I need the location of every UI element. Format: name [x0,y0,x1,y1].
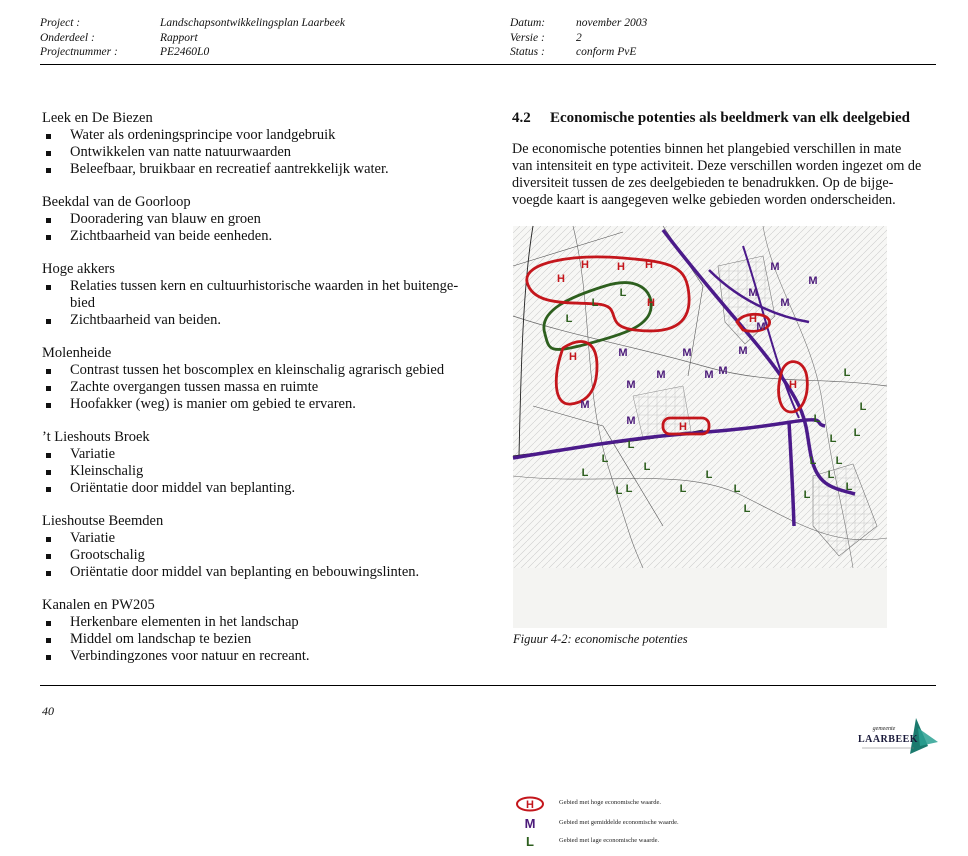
map-legend [513,794,887,856]
high-value-marker: H [557,273,565,285]
low-value-marker: L [813,413,821,425]
paragraph-line: voegde kaart is aangegeven welke gebieden worden onderscheiden. [512,192,896,208]
list-item: Water als ordeningsprincipe voor landgebruik [42,127,482,144]
header-value-project: Landschapsontwikkelingsplan Laarbeek [160,17,345,29]
header-labels-left [40,16,118,60]
header-value-onderdeel: Rapport [160,31,198,44]
low-value-marker: L [743,503,751,515]
bullet-list [42,127,482,178]
list-item: Kleinschalig [42,463,482,480]
list-item: Zachte overgangen tussen massa en ruimte [42,379,482,396]
map-drawing [513,226,887,568]
header-label-versie: Versie : [510,31,545,44]
medium-value-marker: M [770,261,780,273]
legend-high-label: Gebied met hoge economische waarde. [559,799,661,806]
header-value-projectnummer: PE2460L0 [160,46,210,58]
paragraph-line: De economische potenties binnen het plangebied verschillen in mate [512,141,902,157]
low-value-marker: L [809,455,817,467]
medium-value-marker: M [738,345,748,357]
legend-row-low [513,834,887,852]
header-labels-right [510,16,545,60]
figure-caption: Figuur 4-2: economische potenties [513,632,688,646]
bullet-list [42,446,482,497]
medium-value-marker: M [656,369,666,381]
legend-high-letter: H [526,799,534,811]
header-label-projectnummer: Projectnummer : [40,46,118,58]
legend-row-medium [513,816,887,834]
list-item: Relaties tussen kern en cultuurhistorische waarden in het buitenge-bied [42,278,482,312]
list-item: Beleefbaar, bruikbaar en recreatief aantrekkelijk water. [42,161,482,178]
section-heading [512,110,938,127]
high-value-marker: H [679,421,687,433]
list-item: Herkenbare elementen in het landschap [42,614,482,631]
low-value-marker: L [581,467,589,479]
low-value-marker: L [627,439,635,451]
section-title: Hoge akkers [42,261,115,277]
list-item: Hoofakker (weg) is manier om gebied te ervaren. [42,396,482,413]
section-title: Leek en De Biezen [42,110,153,126]
list-item: Variatie [42,530,482,547]
section-paragraph [512,141,938,209]
header-value-datum: november 2003 [576,17,648,29]
high-value-marker: H [647,297,655,309]
medium-value-marker: M [626,379,636,391]
legend-medium-symbol: M [524,816,536,831]
low-value-marker: L [845,481,853,493]
medium-value-marker: M [756,321,766,333]
low-value-marker: L [619,287,627,299]
list-item: Middel om landschap te bezien [42,631,482,648]
list-item: Ontwikkelen van natte natuurwaarden [42,144,482,161]
high-value-marker: H [645,259,653,271]
list-item: Dooradering van blauw en groen [42,211,482,228]
legend-high-symbol [515,796,545,812]
bullet-list [42,614,482,665]
page-number: 40 [42,704,54,718]
section-title: Economische potenties als beeldmerk van elk deelgebied [550,110,910,126]
header-label-status: Status : [510,46,545,58]
medium-value-marker: M [618,347,628,359]
section-lieshouts-broek [42,429,482,497]
medium-value-marker: M [808,275,818,287]
bullet-list [42,278,482,329]
low-value-marker: L [859,401,867,413]
laarbeek-logo [858,716,940,756]
logo-mark-accent [918,728,938,746]
section-title: Molenheide [42,345,112,361]
high-value-marker: H [749,313,757,325]
list-item: Grootschalig [42,547,482,564]
high-value-marker: H [569,351,577,363]
header-divider [40,64,936,65]
legend-row-high [513,796,887,814]
logo-name: LAARBEEK [857,734,919,745]
low-value-marker: L [803,489,811,501]
low-value-marker: L [591,297,599,309]
section-number: 4.2 [512,110,531,126]
header-value-versie: 2 [576,31,582,44]
header-label-onderdeel: Onderdeel : [40,31,95,44]
list-item: Variatie [42,446,482,463]
legend-low-symbol: L [526,834,534,849]
paragraph-line: diversiteit tussen de zes deelgebieden te benadrukken. Op de bijge- [512,175,894,191]
list-item: Oriëntatie door middel van beplanting en bebouwingslinten. [42,564,482,581]
low-value-marker: L [733,483,741,495]
header-label-project: Project : [40,17,81,29]
logo-small-text: gemeente [872,726,896,732]
low-value-marker: L [565,313,573,325]
low-value-marker: L [853,427,861,439]
low-value-marker: L [827,469,835,481]
low-value-marker: L [625,483,633,495]
economic-potentials-section [512,110,938,209]
bullet-list [42,211,482,245]
paragraph-line: van intensiteit en type activiteit. Deze verschillen worden ingezet om de [512,158,922,174]
low-value-marker: L [705,469,713,481]
section-molenheide [42,345,482,413]
list-item: Zichtbaarheid van beiden. [42,312,482,329]
section-title: Lieshoutse Beemden [42,513,164,529]
bullet-list [42,362,482,413]
high-value-marker: H [581,259,589,271]
medium-value-marker: M [780,297,790,309]
medium-value-marker: M [580,399,590,411]
low-value-marker: L [679,483,687,495]
legend-medium-label: Gebied met gemiddelde economische waarde. [559,819,679,826]
footer-divider [40,685,936,686]
list-item: Oriëntatie door middel van beplanting. [42,480,482,497]
section-title: Kanalen en PW205 [42,597,155,613]
low-value-marker: L [835,455,843,467]
area-list [42,110,482,681]
list-item: Verbindingzones voor natuur en recreant. [42,648,482,665]
low-value-marker: L [843,367,851,379]
section-hoge-akkers [42,261,482,329]
header-values-left [160,16,345,60]
section-lieshoutse-beemden [42,513,482,581]
section-title: ’t Lieshouts Broek [42,429,150,445]
header-label-datum: Datum: [510,17,546,29]
bullet-list [42,530,482,581]
section-kanalen-en-pw205 [42,597,482,665]
section-beekdal-van-de-goorloop [42,194,482,245]
medium-value-marker: M [748,287,758,299]
low-value-marker: L [601,453,609,465]
list-item: Zichtbaarheid van beide eenheden. [42,228,482,245]
high-value-marker: H [789,379,797,391]
header-values-right [576,16,647,60]
header-value-status: conform PvE [576,46,637,58]
low-value-marker: L [829,433,837,445]
document-header [40,16,936,60]
low-value-marker: L [615,485,623,497]
legend-low-label: Gebied met lage economische waarde. [559,837,660,844]
section-title: Beekdal van de Goorloop [42,194,191,210]
medium-value-marker: M [682,347,692,359]
high-value-marker: H [617,261,625,273]
low-value-marker: L [643,461,651,473]
medium-value-marker: M [718,365,728,377]
section-leek-en-de-biezen [42,110,482,178]
list-item: Contrast tussen het boscomplex en kleinschalig agrarisch gebied [42,362,482,379]
medium-value-marker: M [704,369,714,381]
medium-value-marker: M [626,415,636,427]
